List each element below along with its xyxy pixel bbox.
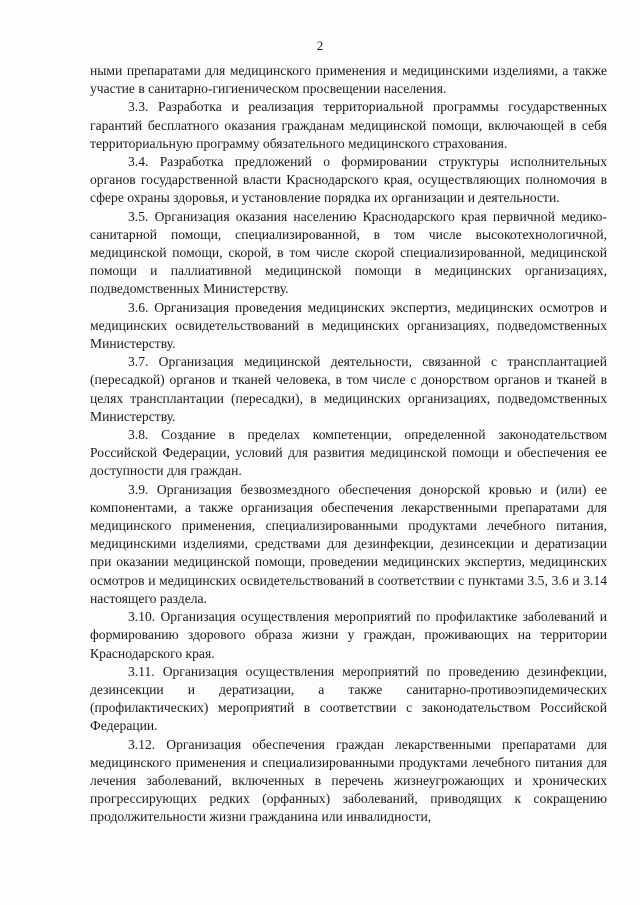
paragraph: ными препаратами для медицинского применения и медицинскими изделиями, а также участие в санитарно-гигиеническом просвещении населения. <box>90 63 607 97</box>
paragraph-3-3: 3.3. Разработка и реализация территориальной программы государственных гарантий бесплатного оказания гражданам медицинской помощи, включающей в себя территориальную программу обязательного медицинского страхования. <box>90 99 607 151</box>
paragraph-3-4: 3.4. Разработка предложений о формировании структуры исполнительных органов государственной власти Краснодарского края, осуществляющих полномочия в сфере охраны здоровья, и установление порядка их организации и деятельности. <box>90 154 607 206</box>
document-body <box>90 62 607 827</box>
page-number: 2 <box>316 38 324 53</box>
paragraph-3-6: 3.6. Организация проведения медицинских экспертиз, медицинских осмотров и медицинских освидетельствований в медицинских организациях, подведомственных Министерству. <box>90 299 607 352</box>
paragraph-3-8: 3.8. Создание в пределах компетенции, определенной законодательством Российской Федерации, условий для развития медицинской помощи и обеспечения ее доступности для граждан. <box>90 427 607 479</box>
paragraph-3-9: 3.9. Организация безвозмездного обеспечения донорской кровью и (или) ее компонентами, а также организация обеспечения лекарственными препаратами для медицинского применения, специализированными продуктами лечебного питания, медицинскими изделиями, средствами для дезинфекции, дезинсекции и дератизации при оказании медицинской помощи, проведении медицинских экспертиз, медицинских осмотров и медицинских освидетельствований в соответствии с пунктами 3.5, 3.6 и 3.14 настоящего раздела. <box>90 481 607 606</box>
paragraph-3-5: 3.5. Организация оказания населению Краснодарского края первичной медико-санитарной помощи, специализированной, в том числе высокотехнологичной, медицинской помощи, скорой, в том числе скорой специализированной, медицинской помощи и паллиативной медицинской помощи в медицинских организациях, подведомственных Министерству. <box>90 208 607 297</box>
paragraph-3-11: 3.11. Организация осуществления мероприятий по проведению дезинфекции, дезинсекции и дератизации, а также санитарно-противоэпидемических (профилактических) мероприятий в соответствии с законодательством Российской Федерации. <box>90 663 607 734</box>
paragraph-3-7: 3.7. Организация медицинской деятельности, связанной с трансплантацией (пересадкой) органов и тканей человека, в том числе с донорством органов и тканей в целях трансплантации (пересадки), в медицинских организациях, подведомственных Министерству. <box>90 354 607 424</box>
paragraph-3-12: 3.12. Организация обеспечения граждан лекарственными препаратами для медицинского применения и специализированными продуктами лечебного питания для лечения заболеваний, включенных в перечень жизнеугрожающих и хронических прогрессирующих редких (орфанных) заболеваний, приводящих к сокращению продолжительности жизни гражданина или инвалидности, <box>90 736 607 825</box>
paragraph-3-10: 3.10. Организация осуществления мероприятий по профилактике заболеваний и формированию здорового образа жизни у граждан, проживающих на территории Краснодарского края. <box>90 609 607 661</box>
